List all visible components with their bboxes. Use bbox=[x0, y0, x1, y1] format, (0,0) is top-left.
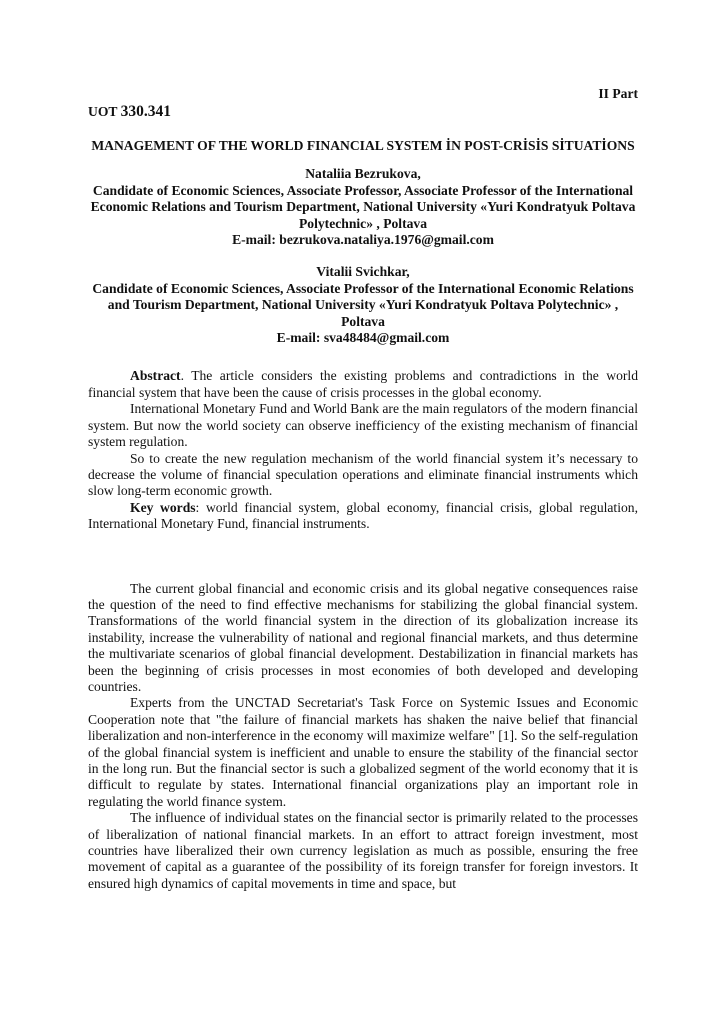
paper-page bbox=[88, 86, 638, 892]
author-name: Vitalii Svichkar, bbox=[316, 264, 410, 280]
body-section bbox=[88, 581, 638, 893]
keywords-label: Key words bbox=[130, 499, 196, 515]
keywords-paragraph bbox=[88, 500, 638, 533]
body-paragraph: Experts from the UNCTAD Secretariat's Task Force on Systemic Issues and Economic Cooperation note that "the failure of financial markets has shaken the naive belief that financial liberalization and non-interference in the economy will maximize welfare" [1]. So the self-regulation of the global financial system is inefficient and unable to ensure the stability of the financial sector in the long run. But the financial sector is such a globalized segment of the world economy that it is difficult to regulate by states. International financial organizations play an important role in regulating the world finance system. bbox=[88, 695, 638, 809]
abstract-paragraph: So to create the new regulation mechanism of the world financial system it’s necessary to decrease the volume of financial speculation operations and eliminate financial instruments which slow long-term economic growth. bbox=[88, 450, 638, 499]
author-affiliation: Candidate of Economic Sciences, Associate Professor of the International Economic Relations and Tourism Department, National University «Yuri Kondratyuk Poltava Polytechnic» , Poltava bbox=[92, 280, 634, 329]
author-email: E-mail: sva48484@gmail.com bbox=[276, 330, 450, 346]
udc-code bbox=[88, 104, 638, 130]
udc-prefix: UOT bbox=[88, 104, 121, 119]
part-label: II Part bbox=[598, 86, 638, 101]
abstract-label: Abstract bbox=[130, 368, 181, 384]
paper-title: MANAGEMENT OF THE WORLD FINANCIAL SYSTEM İN POST-CRİSİS SİTUATİONS bbox=[91, 138, 635, 153]
abstract-text: . The article considers the existing problems and contradictions in the world financial system that have been the cause of crisis processes in the global economy. bbox=[88, 368, 638, 400]
author-affiliation: Candidate of Economic Sciences, Associate Professor, Associate Professor of the International Economic Relations and Tourism Department, National University «Yuri Kondratyuk Poltava Polytechnic» , Poltava bbox=[90, 182, 636, 231]
udc-number: 330.341 bbox=[120, 103, 171, 120]
keywords-text: : world financial system, global economy, financial crisis, global regulation, International Monetary Fund, financial instruments. bbox=[88, 499, 638, 532]
author-block-2 bbox=[88, 264, 638, 346]
abstract-section bbox=[88, 368, 638, 532]
author-block-1 bbox=[88, 166, 638, 248]
abstract-paragraph bbox=[88, 368, 638, 401]
body-paragraph: The current global financial and economic crisis and its global negative consequences raise the question of the need to find effective mechanisms for stabilizing the global financial system. Transformations of the world financial system in the direction of its globalization increase its instability, increase the vulnerability of national and regional financial markets, and thus determine the multivariate scenarios of global financial development. Destabilization in financial markets has been the beginning of crisis processes in most economies of both developed and developing countries. bbox=[88, 580, 638, 694]
author-name: Nataliia Bezrukova, bbox=[305, 166, 421, 182]
abstract-paragraph: International Monetary Fund and World Bank are the main regulators of the modern financial system. But now the world society can observe inefficiency of the existing mechanism of financial system regulation. bbox=[88, 401, 638, 450]
body-paragraph: The influence of individual states on the financial sector is primarily related to the processes of liberalization of national financial markets. In an effort to attract foreign investment, most countries have liberalized their own currency legislation as much as possible, ensuring the free movement of capital as a guarantee of the possibility of its foreign transfer for foreign investors. It ensured high dynamics of capital movements in time and space, but bbox=[88, 810, 638, 891]
author-email: E-mail: bezrukova.nataliya.1976@gmail.com bbox=[232, 232, 494, 248]
